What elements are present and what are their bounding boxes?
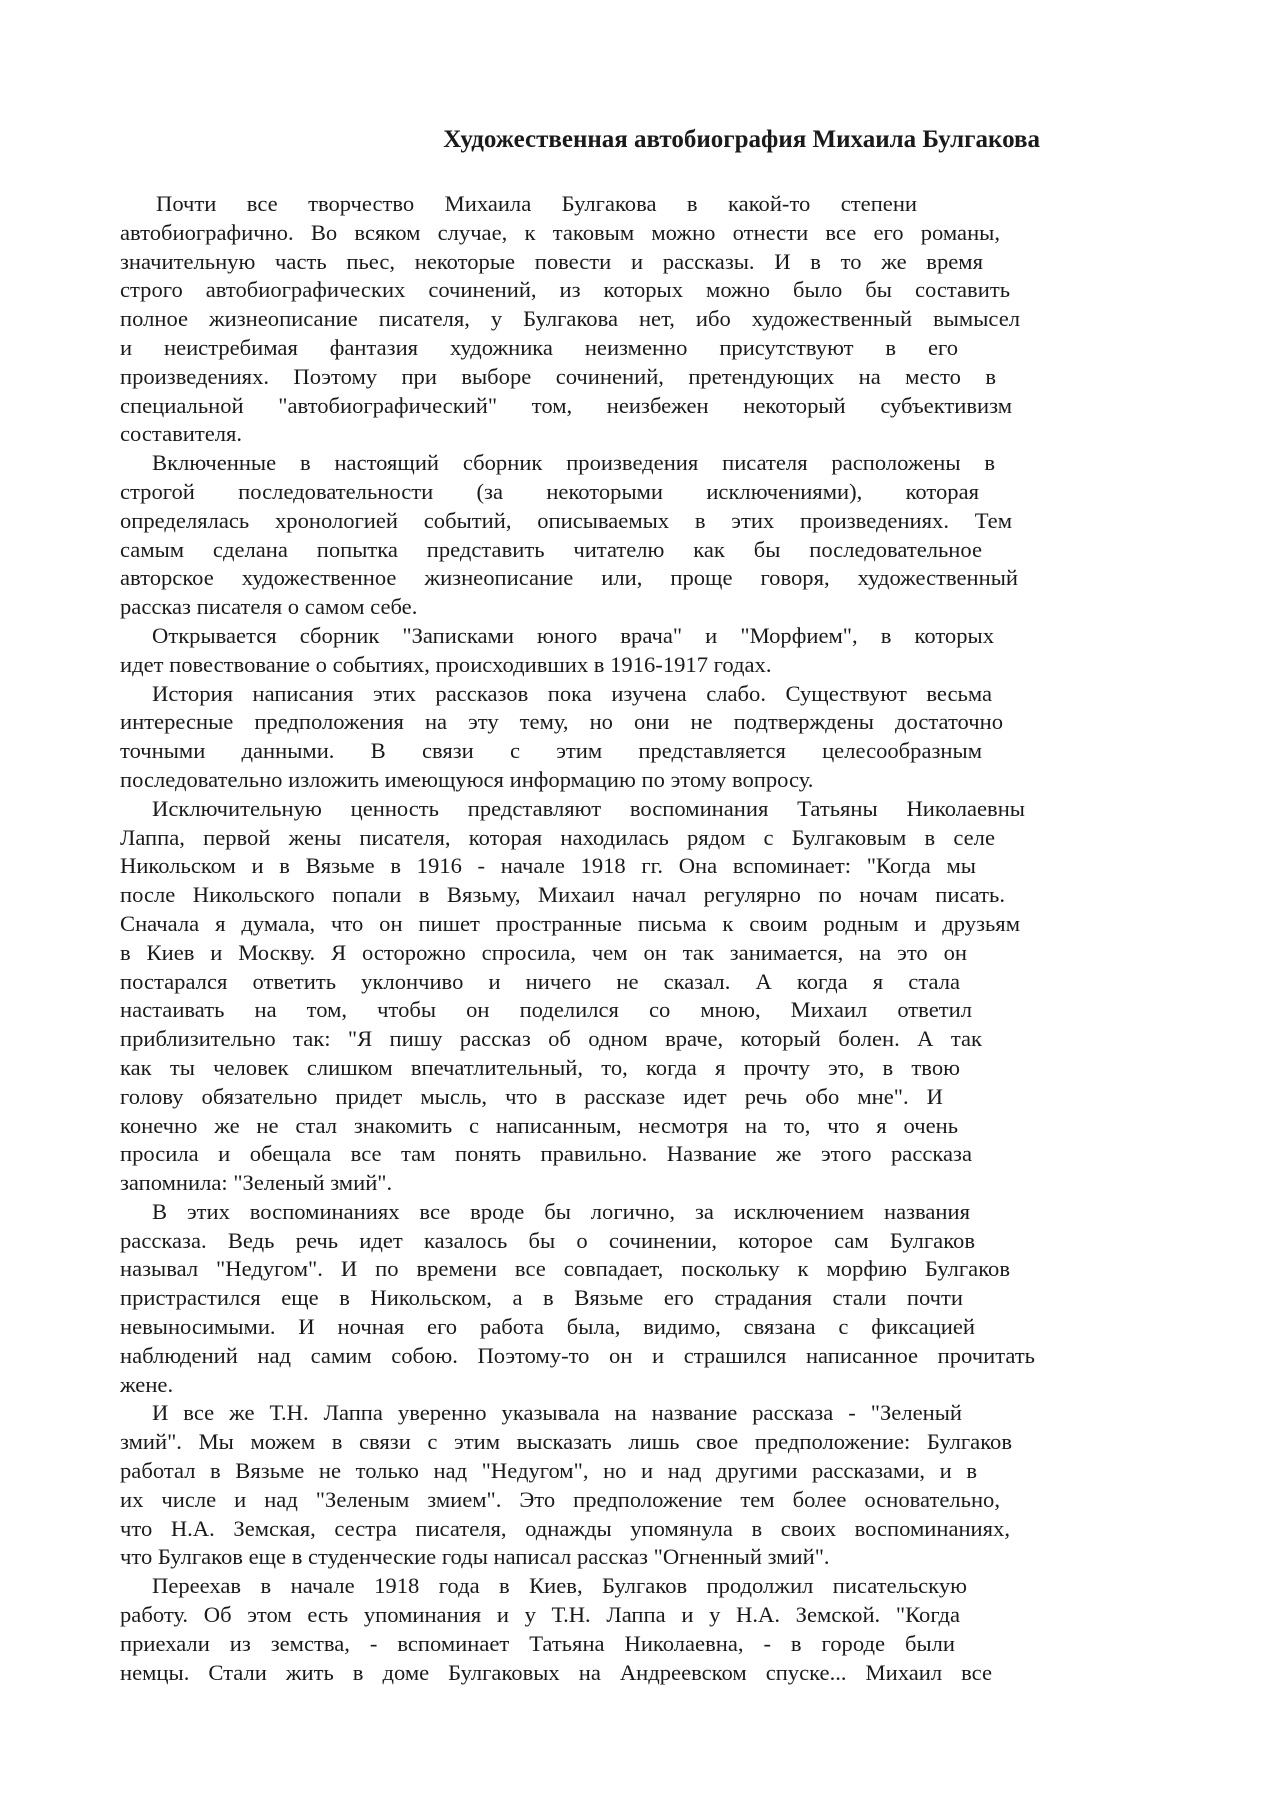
text-line: Сначала я думала, что он пишет пространные письма к своим родным и друзьям [120, 910, 1020, 936]
text-line: змий". Мы можем в связи с этим высказать лишь свое предположение: Булгаков [120, 1429, 1012, 1455]
text-line: строго автобиографических сочинений, из которых можно было бы составить [120, 277, 1010, 303]
text-line: конечно же не стал знакомить с написанным, несмотря на то, что я очень [120, 1112, 958, 1138]
text-line: Открывается сборник "Записками юного врача" и "Морфием", в которых [152, 622, 994, 648]
text-line: невыносимыми. И ночная его работа была, видимо, связана с фиксацией [120, 1314, 975, 1340]
text-line: Лаппа, первой жены писателя, которая находилась рядом с Булгаковым в селе [120, 824, 995, 850]
text-line: постарался ответить уклончиво и ничего не сказал. А когда я стала [120, 968, 960, 994]
text-line: просила и обещала все там понять правильно. Название же этого рассказа [120, 1141, 972, 1167]
text-line: точными данными. В связи с этим представляется целесообразным [120, 738, 982, 764]
text-line: Включенные в настоящий сборник произведения писателя расположены в [152, 450, 995, 476]
text-line: приехали из земства, - вспоминает Татьяна Николаевна, - в городе были [120, 1630, 955, 1656]
text-line: жене. [120, 1371, 174, 1397]
text-line: их числе и над "Зеленым змием". Это предположение тем более основательно, [120, 1486, 1000, 1512]
text-line: рассказа. Ведь речь идет казалось бы о сочинении, которое сам Булгаков [120, 1227, 975, 1253]
text-line: специальной "автобиографический" том, неизбежен некоторый субъективизм [120, 392, 1012, 418]
text-line: автобиографично. Во всяком случае, к таковым можно отнести все его романы, [120, 219, 1000, 245]
text-line: Переехав в начале 1918 года в Киев, Булгаков продолжил писательскую [152, 1573, 967, 1599]
text-line: Почти все творчество Михаила Булгакова в какой-то степени [156, 191, 917, 216]
text-line: как ты человек слишком впечатлительный, то, когда я прочту это, в твою [120, 1054, 960, 1080]
text-line: настаивать на том, чтобы он поделился со мною, Михаил ответил [120, 997, 972, 1023]
text-line: работал в Вязьме не только над "Недугом", но и над другими рассказами, и в [120, 1458, 977, 1484]
text-line: идет повествование о событиях, происходивших в 1916-1917 годах. [120, 651, 772, 677]
text-line: называл "Недугом". И по времени все совпадает, поскольку к морфию Булгаков [120, 1256, 1010, 1282]
text-line: запомнила: "Зеленый змий". [120, 1170, 393, 1196]
text-line: полное жизнеописание писателя, у Булгакова нет, ибо художественный вымысел [120, 306, 1020, 332]
text-line: произведениях. Поэтому при выборе сочинений, претендующих на место в [120, 363, 996, 389]
text-line: работу. Об этом есть упоминания и у Т.Н. Лаппа и у Н.А. Земской. "Когда [120, 1602, 960, 1628]
body-text [120, 190, 1040, 1687]
text-line: значительную часть пьес, некоторые повести и рассказы. И в то же время [120, 248, 983, 274]
text-line: определялась хронологией событий, описываемых в этих произведениях. Тем [120, 507, 1012, 533]
text-line: в Киев и Москву. Я осторожно спросила, чем он так занимается, на это он [120, 939, 967, 965]
text-line: авторское художественное жизнеописание или, проще говоря, художественный [120, 565, 1018, 591]
text-line: строгой последовательности (за некоторыми исключениями), которая [120, 478, 979, 504]
text-line: приблизительно так: "Я пишу рассказ об одном враче, который болен. А так [120, 1026, 982, 1052]
text-line: после Никольского попали в Вязьму, Михаил начал регулярно по ночам писать. [120, 882, 1005, 908]
text-line: Никольском и в Вязьме в 1916 - начале 1918 гг. Она вспоминает: "Когда мы [120, 853, 976, 879]
text-line: интересные предположения на эту тему, но они не подтверждены достаточно [120, 709, 1003, 735]
text-line: самым сделана попытка представить читателю как бы последовательное [120, 536, 982, 562]
text-line: В этих воспоминаниях все вроде бы логично, за исключением названия [152, 1198, 970, 1224]
text-line: пристрастился еще в Никольском, а в Вязьме его страдания стали почти [120, 1285, 963, 1311]
text-line: немцы. Стали жить в доме Булгаковых на Андреевском спуске... Михаил все [120, 1659, 992, 1685]
text-line: что Н.А. Земская, сестра писателя, однажды упомянула в своих воспоминаниях, [120, 1515, 1010, 1541]
text-line: и неистребимая фантазия художника неизменно присутствуют в его [120, 334, 958, 360]
text-line: составителя. [120, 421, 243, 447]
text-line: История написания этих рассказов пока изучена слабо. Существуют весьма [152, 680, 992, 706]
text-line: голову обязательно придет мысль, что в рассказе идет речь обо мне". И [120, 1083, 943, 1109]
text-line: И все же Т.Н. Лаппа уверенно указывала на название рассказа - "Зеленый [152, 1400, 962, 1426]
text-line: рассказ писателя о самом себе. [120, 594, 418, 620]
text-line: что Булгаков еще в студенческие годы написал рассказ "Огненный змий". [120, 1544, 830, 1570]
text-line: Исключительную ценность представляют воспоминания Татьяны Николаевны [152, 795, 1025, 821]
text-line: последовательно изложить имеющуюся информацию по этому вопросу. [120, 766, 814, 792]
text-line: наблюдений над самим собою. Поэтому-то он и страшился написанное прочитать [120, 1342, 1035, 1368]
page-title: Художественная автобиография Михаила Булгакова [443, 126, 1040, 153]
